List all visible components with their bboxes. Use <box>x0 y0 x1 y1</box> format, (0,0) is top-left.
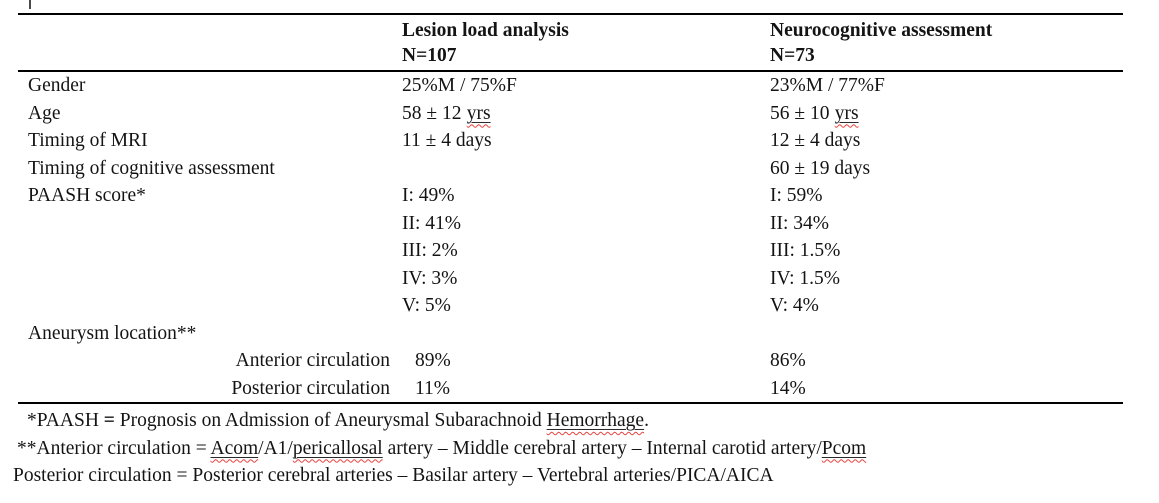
table-row-timing-mri <box>18 127 1123 155</box>
row-label-paash: PAASH score* <box>28 185 146 206</box>
paash-grade-line: III: 1.5% <box>770 240 841 261</box>
footnote-posterior-circulation-definition: Posterior circulation = Posterior cerebral arteries – Basilar artery – Vertebral arteries/PICA/AICA <box>13 465 774 486</box>
footnote-paash-definition <box>13 407 1123 435</box>
age-number-lesion: 58 ± 12 <box>402 102 462 124</box>
table-row-paash <box>18 182 1123 320</box>
age-unit-lesion <box>467 103 491 124</box>
age-number-neurocognitive: 56 ± 10 <box>770 102 830 124</box>
row-label-age: Age <box>28 102 61 124</box>
table-row-gender <box>18 72 1123 100</box>
paash-grade-line: III: 2% <box>402 240 458 261</box>
empty-cell <box>402 320 770 348</box>
misspelled-word-acom: Acom <box>210 437 259 459</box>
table-row-age <box>18 100 1123 128</box>
column-title-lesion-load: Lesion load analysis <box>402 20 569 41</box>
row-label-posterior-circulation: Posterior circulation <box>231 377 390 399</box>
footnote-text: /A1/ <box>258 437 293 459</box>
table-row-anterior-circulation <box>18 347 1123 375</box>
table-row-aneurysm-location <box>18 320 1123 348</box>
table-header-row <box>18 15 1123 70</box>
misspelled-word-yrs: yrs <box>466 102 491 124</box>
gender-value-lesion: 25%M / 75%F <box>402 75 517 96</box>
timing-mri-value-lesion: 11 ± 4 days <box>402 130 492 151</box>
paash-grade-line: I: 49% <box>402 185 455 206</box>
table-row-timing-cognitive <box>18 155 1123 183</box>
footnote-equals-bold: = <box>103 410 115 431</box>
anterior-value-lesion: 89% <box>415 350 451 371</box>
gender-value-neurocognitive: 23%M / 77%F <box>770 75 885 96</box>
paash-grade-line: II: 34% <box>770 212 830 234</box>
paash-grade-line: I: 59% <box>770 185 823 206</box>
header-cell-neurocognitive <box>770 18 1123 68</box>
column-n-neurocognitive: N=73 <box>770 45 815 66</box>
table-body <box>18 72 1123 402</box>
row-label-timing-mri: Timing of MRI <box>28 130 148 151</box>
table-footnotes <box>13 404 1123 490</box>
demographics-table <box>13 0 1123 490</box>
table-row-posterior-circulation <box>18 375 1123 403</box>
header-cell-lesion-load <box>402 18 770 68</box>
timing-cognitive-value-neurocognitive: 60 ± 19 days <box>770 157 871 179</box>
row-label-aneurysm-location: Aneurysm location** <box>28 322 197 344</box>
paash-values-neurocognitive <box>770 182 1123 320</box>
footnote-text: artery – Middle cerebral artery – Internal carotid artery/ <box>382 437 822 459</box>
column-title-neurocognitive: Neurocognitive assessment <box>770 20 993 41</box>
posterior-value-neurocognitive: 14% <box>770 377 806 399</box>
row-label-timing-cognitive: Timing of cognitive assessment <box>28 157 275 179</box>
paash-grade-line: IV: 1.5% <box>770 267 841 289</box>
footnote-text: *PAASH <box>27 410 104 431</box>
footnote-text: . <box>644 410 649 431</box>
misspelled-word-hemorrhage: Hemorrhage <box>546 410 645 431</box>
row-label-gender: Gender <box>28 75 86 96</box>
empty-cell <box>402 155 770 183</box>
misspelled-word-pcom: Pcom <box>821 437 867 459</box>
age-value-neurocognitive <box>770 100 1123 128</box>
anterior-value-neurocognitive: 86% <box>770 350 806 371</box>
age-value-lesion <box>402 100 770 128</box>
column-n-lesion-load: N=107 <box>402 45 457 66</box>
footnote-text: **Anterior circulation = <box>17 437 211 459</box>
header-empty-cell <box>18 18 402 68</box>
misspelled-word-pericallosal: pericallosal <box>292 437 383 459</box>
misspelled-word-yrs: yrs <box>834 102 859 124</box>
posterior-value-lesion: 11% <box>415 377 451 399</box>
age-unit-neurocognitive <box>835 103 859 124</box>
row-label-anterior-circulation: Anterior circulation <box>235 350 390 371</box>
timing-mri-value-neurocognitive: 12 ± 4 days <box>770 130 861 151</box>
paash-grade-line: V: 5% <box>402 295 451 316</box>
footnote-text: Prognosis on Admission of Aneurysmal Subarachnoid <box>114 410 547 431</box>
paash-values-lesion <box>402 182 770 320</box>
footnote-anterior-circulation-definition <box>13 435 1123 463</box>
paash-grade-line: II: 41% <box>402 212 462 234</box>
empty-cell <box>770 320 1123 348</box>
paash-grade-line: V: 4% <box>770 295 819 316</box>
paash-grade-line: IV: 3% <box>402 267 458 289</box>
